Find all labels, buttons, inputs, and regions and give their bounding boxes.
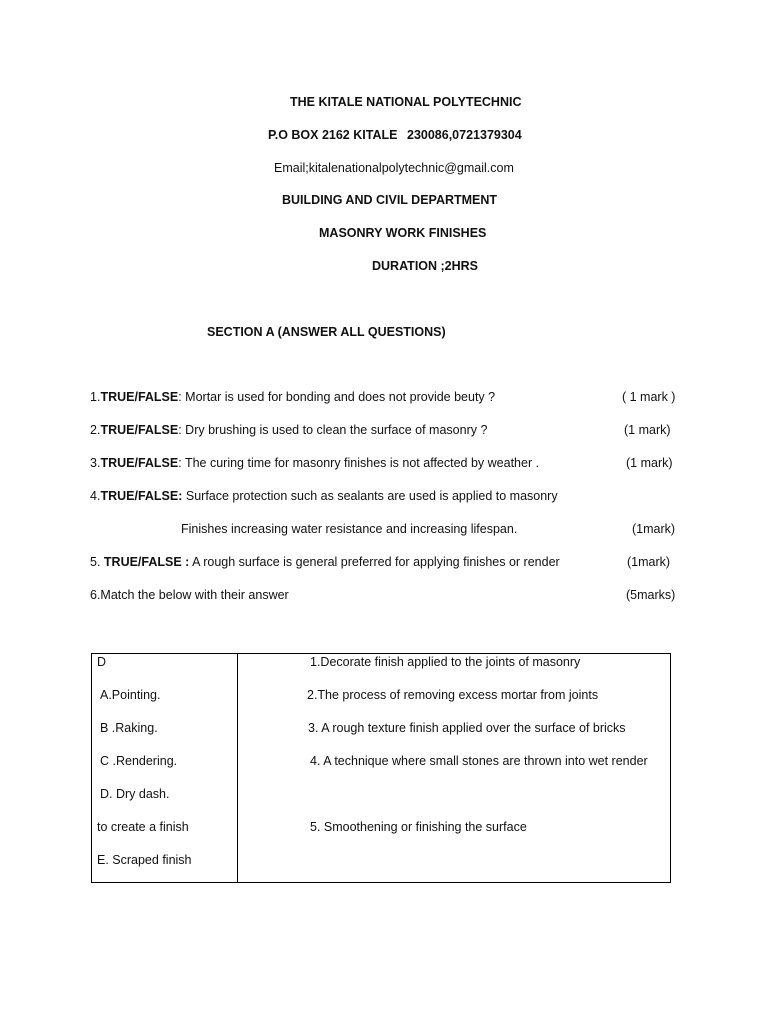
- right-item: 1.Decorate finish applied to the joints of masonry: [310, 655, 581, 669]
- section-title: SECTION A (ANSWER ALL QUESTIONS): [207, 325, 446, 339]
- institution-name: THE KITALE NATIONAL POLYTECHNIC: [290, 95, 522, 109]
- question-3: [90, 455, 539, 471]
- question-number: 1.: [90, 390, 101, 404]
- left-item: to create a finish: [97, 820, 189, 834]
- question-5: [90, 554, 560, 570]
- question-number: 2.: [90, 423, 101, 437]
- question-type: TRUE/FALSE: [100, 423, 179, 437]
- question-number: 3.: [90, 456, 101, 470]
- right-item: 2.The process of removing excess mortar from joints: [307, 688, 599, 702]
- subject-title: MASONRY WORK FINISHES: [319, 226, 487, 240]
- column-divider: [237, 654, 238, 882]
- left-item: A.Pointing.: [100, 688, 161, 702]
- question-number: 5.: [90, 555, 104, 569]
- question-type: TRUE/FALSE: [100, 390, 179, 404]
- left-item: D: [97, 655, 107, 669]
- question-6: 6.Match the below with their answer: [90, 588, 289, 602]
- right-item: 3. A rough texture finish applied over the surface of bricks: [308, 721, 626, 735]
- postal-address: P.O BOX 2162 KITALE: [268, 128, 398, 142]
- question-4-marks: (1mark): [632, 522, 676, 536]
- question-2-marks: (1 mark): [624, 423, 671, 437]
- question-text: : Mortar is used for bonding and does not provide beuty ?: [178, 390, 496, 404]
- left-item: D. Dry dash.: [100, 787, 170, 801]
- question-text: : Dry brushing is used to clean the surface of masonry ?: [178, 423, 488, 437]
- left-item: C .Rendering.: [100, 754, 178, 768]
- right-item: 5. Smoothening or finishing the surface: [310, 820, 527, 834]
- question-4-continuation: Finishes increasing water resistance and increasing lifespan.: [181, 522, 518, 536]
- department-name: BUILDING AND CIVIL DEPARTMENT: [282, 193, 498, 207]
- question-6-marks: (5marks): [626, 588, 676, 602]
- question-4: [90, 488, 558, 504]
- question-5-marks: (1mark): [627, 555, 671, 569]
- question-number: 4.: [90, 489, 101, 503]
- left-item: E. Scraped finish: [97, 853, 192, 867]
- question-text: A rough surface is general preferred for applying finishes or render: [189, 555, 560, 569]
- right-item: 4. A technique where small stones are thrown into wet render: [310, 754, 648, 768]
- question-1-marks: ( 1 mark ): [622, 390, 676, 404]
- question-3-marks: (1 mark): [626, 456, 673, 470]
- matching-table: [91, 653, 671, 883]
- email-line: Email;kitalenationalpolytechnic@gmail.com: [274, 161, 514, 175]
- question-text: : The curing time for masonry finishes is not affected by weather .: [178, 456, 540, 470]
- exam-duration: DURATION ;2HRS: [372, 259, 479, 273]
- left-item: B .Raking.: [100, 721, 158, 735]
- question-1: [90, 389, 495, 405]
- phone-numbers: 230086,0721379304: [407, 128, 522, 142]
- question-2: [90, 422, 487, 438]
- question-text: Surface protection such as sealants are used is applied to masonry: [182, 489, 558, 503]
- question-type: TRUE/FALSE: [100, 456, 179, 470]
- question-type: TRUE/FALSE :: [103, 555, 190, 569]
- question-type: TRUE/FALSE:: [100, 489, 183, 503]
